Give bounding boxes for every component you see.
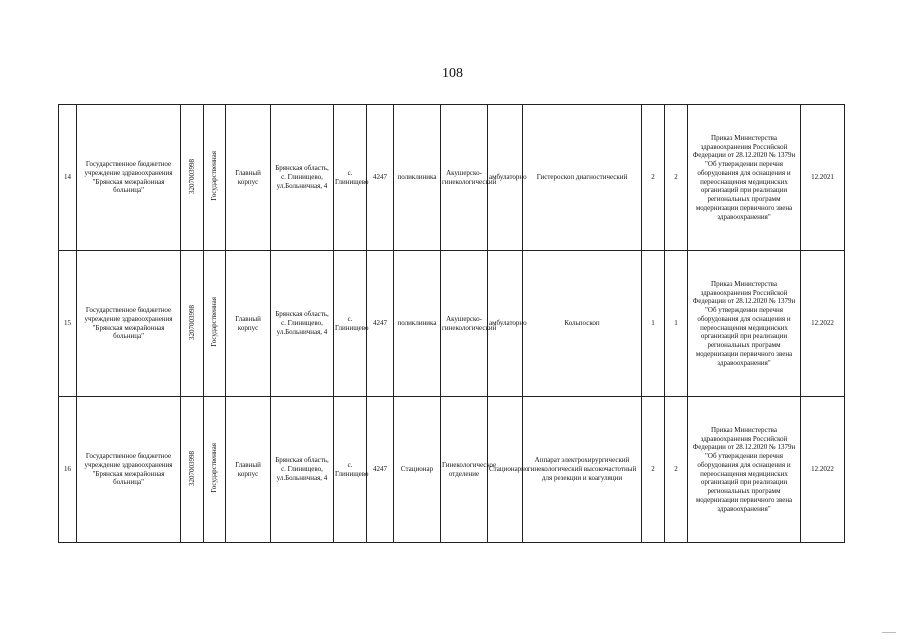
page-number: 108 bbox=[442, 66, 463, 81]
legal-basis: Приказ Министерства здравоохранения Российской Федерации от 28.12.2020 № 1379н "Об утверждении перечня оборудования для оснащения и переоснащения медицинских организаций при реализации региональных программ модернизации первичного звена здравоохранения" bbox=[688, 397, 801, 543]
settlement: с. Глинищево bbox=[334, 397, 367, 543]
table-row bbox=[59, 397, 845, 543]
ownership: Государственная bbox=[210, 297, 219, 347]
equipment-name: Кольпоскоп bbox=[523, 251, 642, 397]
building: Главный корпус bbox=[226, 251, 271, 397]
quantity-b: 2 bbox=[665, 397, 688, 543]
organization-name: Государственное бюджетное учреждение здравоохранения "Брянская межрайонная больница" bbox=[77, 105, 181, 251]
quantity-b: 1 bbox=[665, 251, 688, 397]
organization-name: Государственное бюджетное учреждение здравоохранения "Брянская межрайонная больница" bbox=[77, 397, 181, 543]
care-form: амбулаторно bbox=[488, 251, 523, 397]
inn: 3207003998 bbox=[187, 304, 196, 340]
inn: 3207003998 bbox=[187, 450, 196, 486]
settlement: с. Глинищево bbox=[334, 251, 367, 397]
department: Акушерско-гинекологический bbox=[441, 105, 488, 251]
row-number: 15 bbox=[59, 251, 77, 397]
code: 4247 bbox=[367, 251, 394, 397]
organization-name: Государственное бюджетное учреждение здравоохранения "Брянская межрайонная больница" bbox=[77, 251, 181, 397]
quantity-b: 2 bbox=[665, 105, 688, 251]
building: Главный корпус bbox=[226, 397, 271, 543]
unit-type: Стационар bbox=[394, 397, 441, 543]
address: Брянская область, с. Глинищево, ул.Больничная, 4 bbox=[271, 251, 334, 397]
inn-cell bbox=[181, 251, 204, 397]
unit-type: поликлиника bbox=[394, 251, 441, 397]
code: 4247 bbox=[367, 397, 394, 543]
equipment-table bbox=[58, 104, 845, 543]
ownership: Государственная bbox=[210, 151, 219, 201]
care-form: амбулаторно bbox=[488, 105, 523, 251]
legal-basis: Приказ Министерства здравоохранения Российской Федерации от 28.12.2020 № 1379н "Об утверждении перечня оборудования для оснащения и переоснащения медицинских организаций при реализации региональных программ модернизации первичного звена здравоохранения" bbox=[688, 105, 801, 251]
address: Брянская область, с. Глинищево, ул.Больничная, 4 bbox=[271, 397, 334, 543]
quantity-a: 1 bbox=[642, 251, 665, 397]
equipment-name: Аппарат электрохирургический гинекологический высокочастотный для резекции и коагуляции bbox=[523, 397, 642, 543]
inn: 3207003998 bbox=[187, 158, 196, 194]
date: 12.2022 bbox=[801, 397, 845, 543]
department: Гинекологическое отделение bbox=[441, 397, 488, 543]
building: Главный корпус bbox=[226, 105, 271, 251]
row-number: 16 bbox=[59, 397, 77, 543]
ownership-cell bbox=[204, 251, 226, 397]
legal-basis: Приказ Министерства здравоохранения Российской Федерации от 28.12.2020 № 1379н "Об утверждении перечня оборудования для оснащения и переоснащения медицинских организаций при реализации региональных программ модернизации первичного звена здравоохранения" bbox=[688, 251, 801, 397]
address: Брянская область, с. Глинищево, ул.Больничная, 4 bbox=[271, 105, 334, 251]
code: 4247 bbox=[367, 105, 394, 251]
quantity-a: 2 bbox=[642, 105, 665, 251]
quantity-a: 2 bbox=[642, 397, 665, 543]
equipment-name: Гистероскоп диагностический bbox=[523, 105, 642, 251]
scan-mark bbox=[882, 632, 896, 633]
row-number: 14 bbox=[59, 105, 77, 251]
unit-type: поликлиника bbox=[394, 105, 441, 251]
table-row bbox=[59, 251, 845, 397]
table-row bbox=[59, 105, 845, 251]
inn-cell bbox=[181, 397, 204, 543]
settlement: с. Глинищево bbox=[334, 105, 367, 251]
date: 12.2022 bbox=[801, 251, 845, 397]
ownership: Государственная bbox=[210, 443, 219, 493]
date: 12.2021 bbox=[801, 105, 845, 251]
care-form: Стационарно bbox=[488, 397, 523, 543]
ownership-cell bbox=[204, 105, 226, 251]
ownership-cell bbox=[204, 397, 226, 543]
department: Акушерско-гинекологический bbox=[441, 251, 488, 397]
inn-cell bbox=[181, 105, 204, 251]
